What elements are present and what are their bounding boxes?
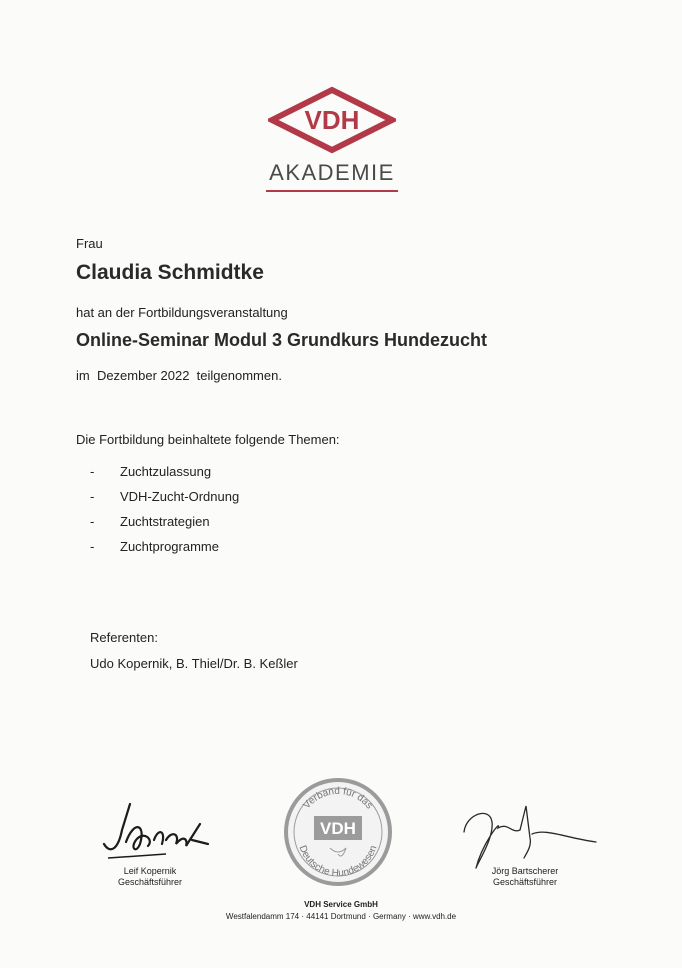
svg-text:Deutsche Hundewesen: Deutsche Hundewesen — [296, 844, 380, 880]
recipient-name: Claudia Schmidtke — [76, 261, 264, 284]
lead-text: hat an der Fortbildungsveranstaltung — [76, 305, 288, 320]
seminar-title: Online-Seminar Modul 3 Grundkurs Hundezucht — [76, 330, 488, 350]
footer-address: Westfalendamm 174 · 44141 Dortmund · Germany · www.vdh.de — [225, 912, 457, 921]
speakers-label: Referenten: — [90, 630, 158, 645]
topic-label: VDH-Zucht-Ordnung — [120, 489, 240, 504]
vdh-seal — [282, 776, 394, 888]
topic-label: Zuchtprogramme — [120, 539, 219, 554]
speakers-names: Udo Kopernik, B. Thiel/Dr. B. Keßler — [90, 656, 298, 671]
left-signatory-role: Geschäftsführer — [117, 877, 183, 887]
seal-center-text: VDH — [320, 819, 356, 838]
logo-vdh-text: VDH — [304, 105, 360, 135]
topic-label: Zuchtstrategien — [120, 514, 210, 529]
left-signatory-name: Leif Kopernik — [123, 866, 177, 876]
topic-label: Zuchtzulassung — [120, 464, 212, 479]
topic-dash: - — [90, 464, 95, 479]
left-signatory — [90, 866, 210, 888]
logo-underline — [266, 190, 398, 192]
right-signature — [456, 798, 606, 870]
topic-dash: - — [90, 489, 95, 504]
topic-item — [90, 489, 239, 504]
topic-item — [90, 514, 210, 529]
logo-subtitle: AKADEMIE — [269, 160, 395, 185]
right-signatory-name: Jörg Bartscherer — [491, 866, 559, 876]
topic-item — [90, 464, 211, 479]
right-signatory-role: Geschäftsführer — [492, 877, 558, 887]
svg-text:Verband für das: Verband für das — [301, 785, 375, 812]
salutation: Frau — [76, 236, 103, 251]
right-signatory — [470, 866, 580, 888]
footer-company: VDH Service GmbH — [304, 900, 378, 909]
date-line: im Dezember 2022 teilgenommen. — [76, 368, 282, 383]
topic-item — [90, 539, 219, 554]
topic-dash: - — [90, 539, 95, 554]
topic-dash: - — [90, 514, 95, 529]
topics-intro: Die Fortbildung beinhaltete folgende Themen: — [76, 432, 340, 447]
left-signature — [96, 800, 216, 864]
vdh-akademie-logo — [268, 84, 396, 156]
